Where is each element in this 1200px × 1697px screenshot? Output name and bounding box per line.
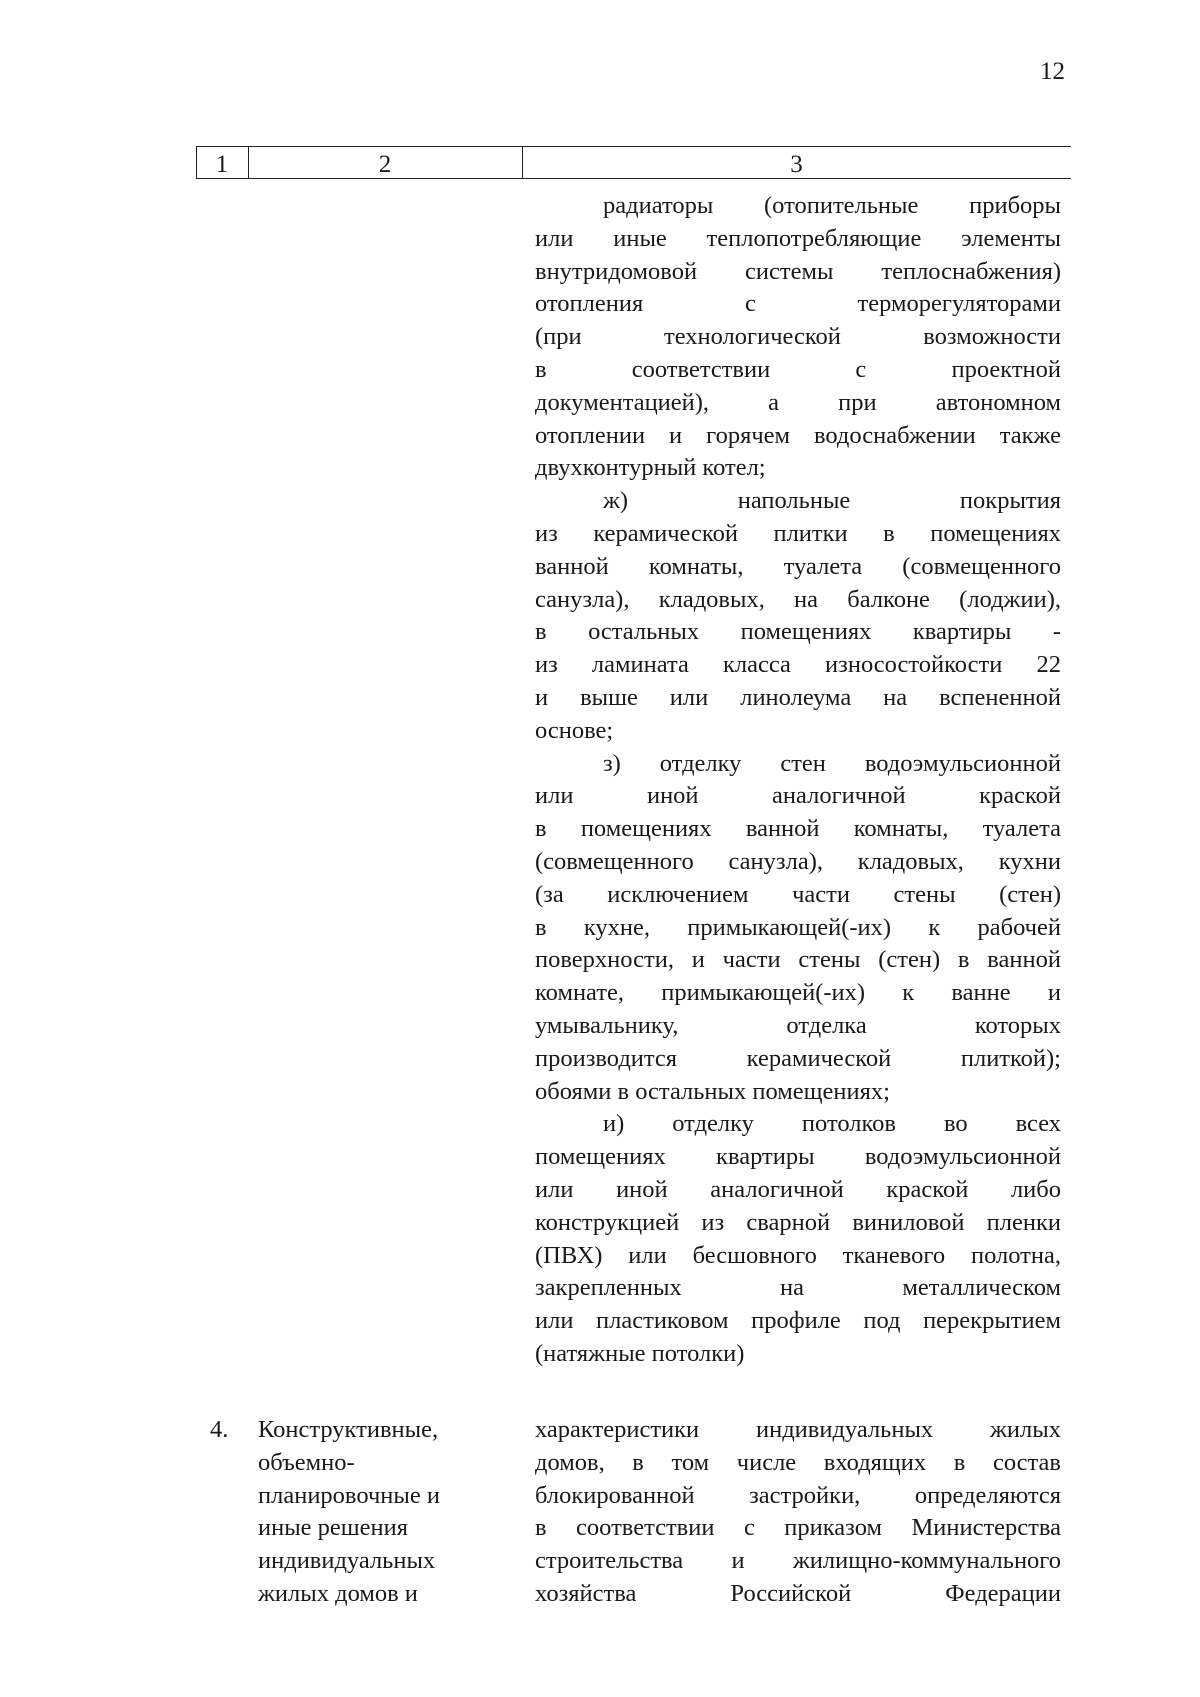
header-col1: 1 <box>215 151 229 178</box>
header-top-border <box>196 146 1071 147</box>
text-line: помещениях квартиры водоэмульсионной <box>535 1143 1061 1171</box>
text-line: объемно- <box>258 1448 355 1476</box>
text-line: (ПВХ) или бесшовного тканевого полотна, <box>535 1241 1061 1269</box>
text-line: жилых домов и <box>258 1579 418 1607</box>
text-line: умывальнику, отделка которых <box>535 1011 1061 1039</box>
text-line: отопления с терморегуляторами <box>535 290 1061 318</box>
text-line: з) отделку стен водоэмульсионной <box>603 749 1061 777</box>
text-line: производится керамической плиткой); <box>535 1044 1061 1072</box>
text-line: обоями в остальных помещениях; <box>535 1077 890 1105</box>
text-line: документацией), а при автономном <box>535 388 1061 416</box>
text-line: (натяжные потолки) <box>535 1339 745 1367</box>
text-line: Конструктивные, <box>258 1416 439 1443</box>
text-line: характеристики индивидуальных жилых <box>535 1416 1061 1443</box>
text-line: радиаторы (отопительные приборы <box>603 192 1061 219</box>
text-line: закрепленных на металлическом <box>535 1274 1061 1302</box>
text-line: отоплении и горячем водоснабжении также <box>535 421 1061 449</box>
row4-number: 4. <box>210 1416 229 1443</box>
text-line: или иные теплопотребляющие элементы <box>535 224 1061 252</box>
text-line: двухконтурный котел; <box>535 454 766 482</box>
text-line: блокированной застройки, определяются <box>535 1481 1061 1509</box>
text-line: в остальных помещениях квартиры - <box>535 618 1061 646</box>
text-line: санузла), кладовых, на балконе (лоджии), <box>535 585 1061 613</box>
text-line: в соответствии с приказом Министерства <box>535 1514 1061 1542</box>
text-line: или иной аналогичной краской <box>535 782 1061 810</box>
text-line: ж) напольные покрытия <box>603 487 1061 515</box>
text-line: из ламината класса износостойкости 22 <box>535 651 1061 679</box>
text-line: комнате, примыкающей(-их) к ванне и <box>535 979 1061 1007</box>
text-line: конструкцией из сварной виниловой пленки <box>535 1208 1061 1236</box>
text-line: (совмещенного санузла), кладовых, кухни <box>535 847 1061 875</box>
row3-col3-text <box>535 190 1061 1371</box>
text-line: или иной аналогичной краской либо <box>535 1175 1061 1203</box>
text-line: в помещениях ванной комнаты, туалета <box>535 815 1061 843</box>
text-line: в соответствии с проектной <box>535 355 1061 383</box>
header-col2: 2 <box>378 151 392 178</box>
text-line: поверхности, и части стены (стен) в ванной <box>535 946 1061 974</box>
text-line: и) отделку потолков во всех <box>603 1110 1061 1138</box>
text-line: и выше или линолеума на вспененной <box>535 683 1061 711</box>
text-line: в кухне, примыкающей(-их) к рабочей <box>535 913 1061 941</box>
text-line: или пластиковом профиле под перекрытием <box>535 1307 1061 1335</box>
text-line: хозяйства Российской Федерации <box>535 1579 1061 1607</box>
text-line: основе; <box>535 716 614 744</box>
text-line: (при технологической возможности <box>535 323 1061 351</box>
text-line: строительства и жилищно-коммунального <box>535 1547 1061 1575</box>
page-number: 12 <box>1040 58 1065 85</box>
header-col3: 3 <box>790 151 803 178</box>
text-line: (за исключением части стены (стен) <box>535 880 1061 908</box>
row4-col2-text <box>258 1414 488 1611</box>
text-line: ванной комнаты, туалета (совмещенного <box>535 552 1061 580</box>
row4-col3-text <box>535 1414 1061 1611</box>
text-line: иные решения <box>258 1514 409 1542</box>
text-line: домов, в том числе входящих в состав <box>535 1448 1061 1476</box>
text-line: индивидуальных <box>258 1547 436 1575</box>
text-line: из керамической плитки в помещениях <box>535 519 1061 547</box>
text-line: планировочные и <box>258 1481 440 1509</box>
text-line: внутридомовой системы теплоснабжения) <box>535 257 1061 285</box>
